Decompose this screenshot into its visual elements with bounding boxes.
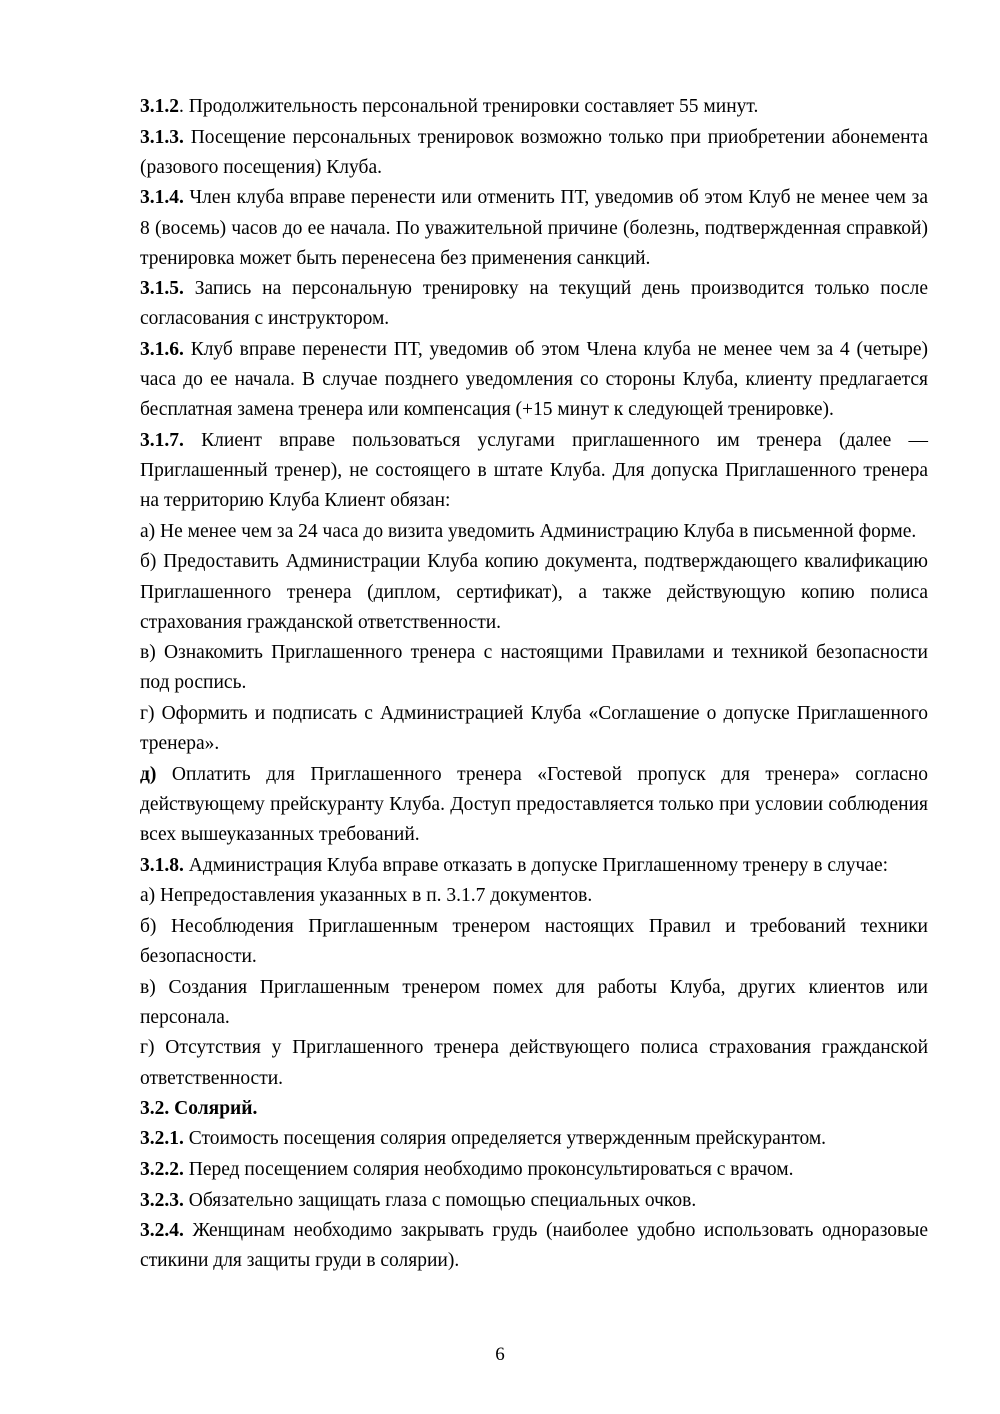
clause-text: Администрация Клуба вправе отказать в допуске Приглашенному тренеру в случае: (183, 854, 889, 876)
clause-number: 3.1.4. (140, 187, 184, 209)
paragraph-3-1-8-v (140, 973, 928, 1033)
paragraph-3-1-6 (140, 335, 928, 425)
paragraph-3-1-7-v (140, 638, 928, 698)
clause-text: Посещение персональных тренировок возможно только при приобретении абонемента (разового посещения) Клуба. (140, 126, 928, 178)
clause-text: г) Оформить и подписать с Администрацией Клуба «Соглашение о допуске Приглашенного тренера». (140, 703, 928, 755)
clause-number: 3.1.8. (140, 854, 184, 876)
paragraph-3-1-3 (140, 123, 928, 183)
paragraph-3-1-2 (140, 92, 928, 122)
clause-text: г) Отсутствия у Приглашенного тренера действующего полиса страхования гражданской ответственности. (140, 1037, 928, 1089)
paragraph-3-2-4 (140, 1216, 928, 1276)
clause-text: Клуб вправе перенести ПТ, уведомив об этом Члена клуба не менее чем за 4 (четыре) часа до ее начала. В случае позднего уведомления со стороны Клуба, клиенту предлагается бесплатная замена тренера или компенсация (+15 минут к следующей тренировке). (140, 339, 928, 421)
clause-number: 3.1.6. (140, 339, 184, 360)
clause-number: 3.2.1. (140, 1128, 184, 1150)
clause-number: 3.2.4. (140, 1220, 184, 1242)
clause-number: 3.1.7. (140, 429, 184, 451)
paragraph-3-1-7-g (140, 699, 928, 759)
clause-text: Женщинам необходимо закрывать грудь (наиболее удобно использовать одноразовые стикини для защиты груди в солярии). (140, 1220, 928, 1272)
clause-text: Член клуба вправе перенести или отменить ПТ, уведомив об этом Клуб не менее чем за 8 (восемь) часов до ее начала. По уважительной причине (болезнь, подтвержденная справкой) тренировка может быть перенесена без применения санкций. (140, 187, 928, 269)
clause-text: Клиент вправе пользоваться услугами приглашенного им тренера (далее — Приглашенный тренер), не состоящего в штате Клуба. Для допуска Приглашенного тренера на территорию Клуба Клиент обязан: (140, 429, 928, 512)
clause-text: б) Несоблюдения Приглашенным тренером настоящих Правил и требований техники безопасности. (140, 915, 928, 967)
clause-number: 3.1.3. (140, 126, 184, 148)
paragraph-3-1-8-a (140, 881, 928, 911)
clause-text: Перед посещением солярия необходимо проконсультироваться с врачом. (183, 1158, 794, 1180)
paragraph-3-1-4 (140, 183, 928, 273)
paragraph-3-1-7-d (140, 760, 928, 850)
clause-text: Оплатить для Приглашенного тренера «Гостевой пропуск для тренера» согласно действующему прейскуранту Клуба. Доступ предоставляется только при условии соблюдения всех вышеуказанных требований. (140, 763, 928, 845)
paragraph-3-1-7-b (140, 547, 928, 637)
paragraph-3-1-8-b (140, 912, 928, 972)
paragraph-3-1-8 (140, 851, 928, 881)
document-body (140, 92, 928, 1276)
clause-text: . Продолжительность персональной тренировки составляет 55 минут. (179, 96, 759, 117)
page-number: 6 (495, 1344, 505, 1365)
paragraph-3-1-8-g (140, 1033, 928, 1093)
clause-text: в) Создания Приглашенным тренером помех для работы Клуба, других клиентов или персонала. (140, 976, 928, 1028)
clause-text: Стоимость посещения солярия определяется утвержденным прейскурантом. (183, 1128, 827, 1150)
clause-number: 3.2.3. (140, 1189, 184, 1211)
section-heading-3-2: 3.2. Солярий. (140, 1098, 258, 1120)
clause-text: Обязательно защищать глаза с помощью специальных очков. (183, 1189, 697, 1211)
clause-number: 3.1.2 (140, 96, 179, 117)
clause-text: а) Не менее чем за 24 часа до визита уведомить Администрацию Клуба в письменной форме. (140, 520, 917, 542)
clause-text: а) Непредоставления указанных в п. 3.1.7 документов. (140, 885, 593, 907)
clause-text: Запись на персональную тренировку на текущий день производится только после согласования с инструктором. (140, 278, 928, 330)
paragraph-3-2-2 (140, 1155, 928, 1185)
paragraph-3-2-1 (140, 1124, 928, 1154)
clause-text: в) Ознакомить Приглашенного тренера с настоящими Правилами и техникой безопасности под роспись. (140, 642, 928, 694)
clause-text: б) Предоставить Администрации Клуба копию документа, подтверждающего квалификацию Приглашенного тренера (диплом, сертификат), а также действующую копию полиса страхования гражданской ответственности. (140, 551, 928, 633)
paragraph-3-1-7-a (140, 517, 928, 547)
clause-number: 3.1.5. (140, 278, 184, 300)
paragraph-3-1-5 (140, 274, 928, 334)
paragraph-3-2-3 (140, 1186, 928, 1216)
clause-number: д) (140, 763, 157, 785)
clause-number: 3.2.2. (140, 1158, 184, 1180)
paragraph-3-1-7 (140, 426, 928, 516)
